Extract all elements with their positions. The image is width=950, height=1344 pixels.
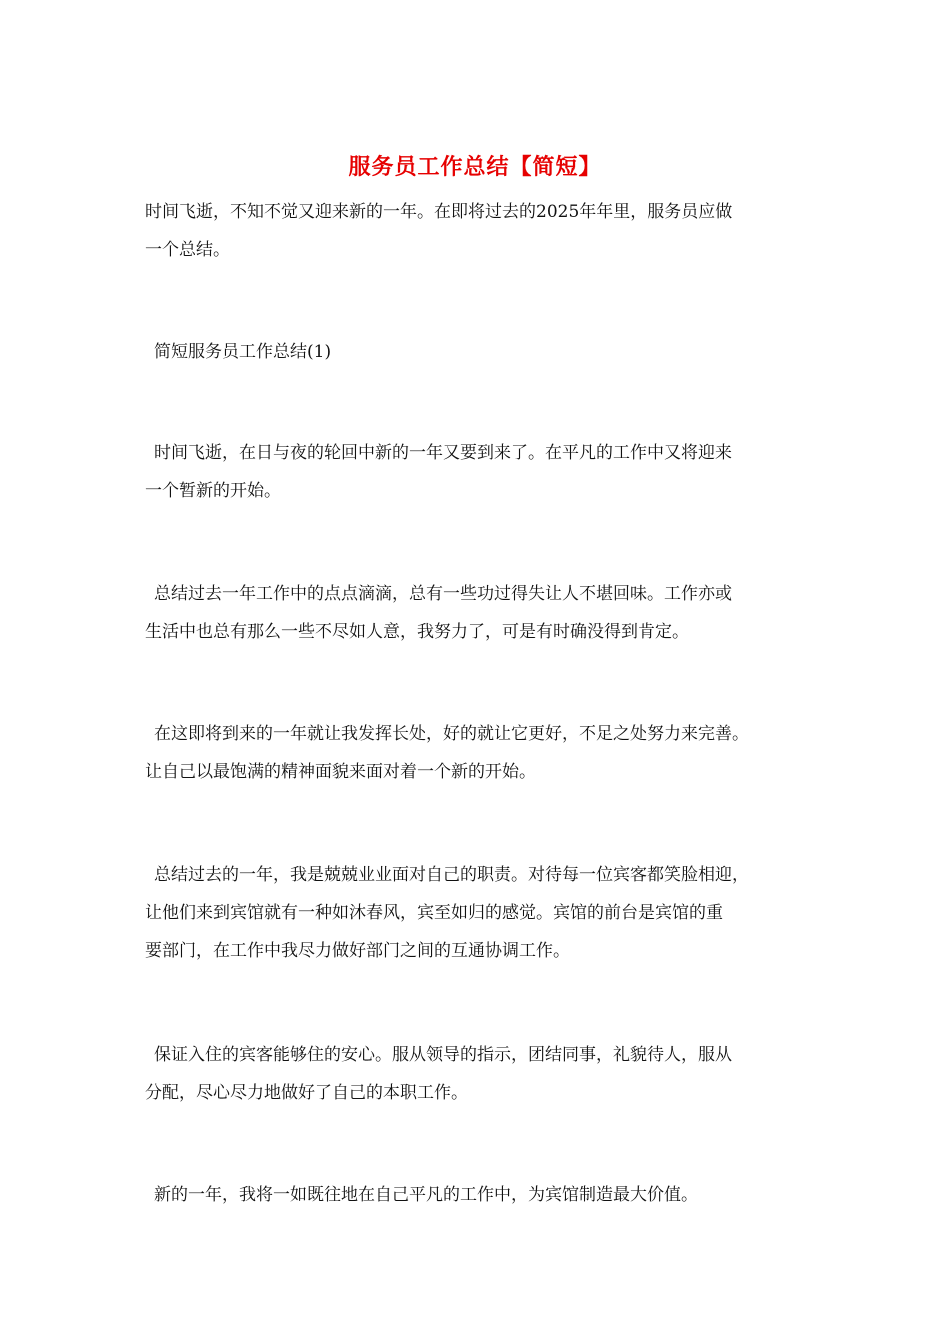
intro-line-1: 时间飞逝，不知不觉又迎来新的一年。在即将过去的2025年年里，服务员应做 (145, 202, 733, 222)
paragraph-2 (145, 575, 835, 651)
paragraph-4 (145, 856, 835, 970)
paragraph-4-line-3: 要部门，在工作中我尽力做好部门之间的互通协调工作。 (145, 941, 570, 961)
paragraph-6 (145, 1176, 835, 1214)
document-title: 服务员工作总结【简短】 (348, 154, 602, 180)
section-subtitle: 简短服务员工作总结(1) (154, 342, 332, 362)
paragraph-3 (145, 715, 835, 791)
paragraph-3-line-1: 在这即将到来的一年就让我发挥长处，好的就让它更好，不足之处努力来完善。 (154, 724, 749, 744)
intro-line-2: 一个总结。 (145, 240, 230, 260)
paragraph-5-line-1: 保证入住的宾客能够住的安心。服从领导的指示，团结同事，礼貌待人，服从 (154, 1045, 732, 1065)
paragraph-2-line-1: 总结过去一年工作中的点点滴滴，总有一些功过得失让人不堪回味。工作亦或 (154, 584, 732, 604)
paragraph-1 (145, 434, 835, 510)
paragraph-5 (145, 1036, 835, 1112)
paragraph-5-line-2: 分配，尽心尽力地做好了自己的本职工作。 (145, 1083, 468, 1103)
paragraph-1-line-1: 时间飞逝，在日与夜的轮回中新的一年又要到来了。在平凡的工作中又将迎来 (154, 443, 732, 463)
paragraph-1-line-2: 一个暂新的开始。 (145, 481, 281, 501)
paragraph-3-line-2: 让自己以最饱满的精神面貌来面对着一个新的开始。 (145, 762, 536, 782)
intro-paragraph (145, 193, 835, 269)
paragraph-6-line-1: 新的一年，我将一如既往地在自己平凡的工作中，为宾馆制造最大价值。 (154, 1185, 698, 1205)
section-subtitle-block (145, 333, 835, 371)
paragraph-4-line-1: 总结过去的一年，我是兢兢业业面对自己的职责。对待每一位宾客都笑脸相迎， (154, 865, 749, 885)
paragraph-2-line-2: 生活中也总有那么一些不尽如人意，我努力了，可是有时确没得到肯定。 (145, 622, 689, 642)
paragraph-4-line-2: 让他们来到宾馆就有一种如沐春风，宾至如归的感觉。宾馆的前台是宾馆的重 (145, 903, 723, 923)
